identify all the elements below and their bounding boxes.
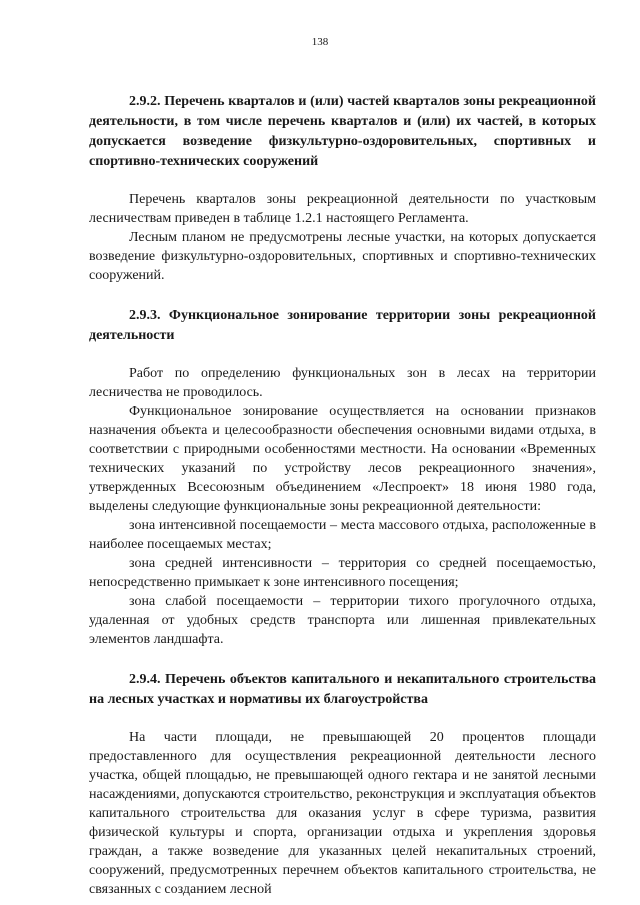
paragraph: Перечень кварталов зоны рекреационной деятельности по участковым лесничествам приведен в таблице 1.2.1 настоящего Регламента. (89, 192, 596, 226)
section-heading: 2.9.2. Перечень кварталов и (или) частей кварталов зоны рекреационной деятельности, в том числе перечень кварталов и (или) их частей, в которых допускается возведение физкультурно-оздоровительных, спортивных и спортивно-технических сооружений (89, 94, 596, 169)
page-number: 138 (311, 36, 329, 48)
list-item: зона слабой посещаемости – территории тихого прогулочного отдыха, удаленная от удобных средств транспорта или лишенная привлекательных элементов ландшафта. (89, 594, 596, 647)
section-heading: 2.9.4. Перечень объектов капитального и некапитального строительства на лесных участках и нормативы их благоустройства (89, 672, 596, 707)
section-heading: 2.9.3. Функциональное зонирование территории зоны рекреационной деятельности (89, 308, 596, 343)
paragraph: На части площади, не превышающей 20 процентов площади предоставленного для осуществления рекреационной деятельности лесного участка, общей площадью, не превышающей одного гектара и не занятой лесными насаждениями, допускаются строительство, реконструкция и эксплуатация объектов капитального строительства для оказания услуг в сфере туризма, развития физической культуры и спорта, организации отдыха и укрепления здоровья граждан, а также возведение для указанных целей некапитальных строений, сооружений, предусмотренных перечнем объектов капитального строительства, не связанных с созданием лесной (89, 730, 596, 897)
list-item: зона интенсивной посещаемости – места массового отдыха, расположенные в наиболее посещаемых местах; (89, 518, 596, 552)
paragraph: Лесным планом не предусмотрены лесные участки, на которых допускается возведение физкультурно-оздоровительных, спортивных и спортивно-технических сооружений. (89, 230, 596, 283)
section-2-9-4 (89, 670, 596, 899)
paragraph: Работ по определению функциональных зон в лесах на территории лесничества не проводилось. (89, 366, 596, 400)
section-2-9-2 (89, 92, 596, 285)
section-2-9-3 (89, 306, 596, 649)
list-item: зона средней интенсивности – территория со средней посещаемостью, непосредственно примыкает к зоне интенсивного посещения; (89, 556, 596, 590)
page-content (89, 92, 596, 899)
paragraph: Функциональное зонирование осуществляется на основании признаков назначения объекта и целесообразности обеспечения основными видами отдыха, в соответствии с природными особенностями местности. На основании «Временных технических указаний по устройству лесов рекреационного значения», утвержденных Всесоюзным объединением «Леспроект» 18 июня 1980 года, выделены следующие функциональные зоны рекреационной деятельности: (89, 404, 596, 514)
